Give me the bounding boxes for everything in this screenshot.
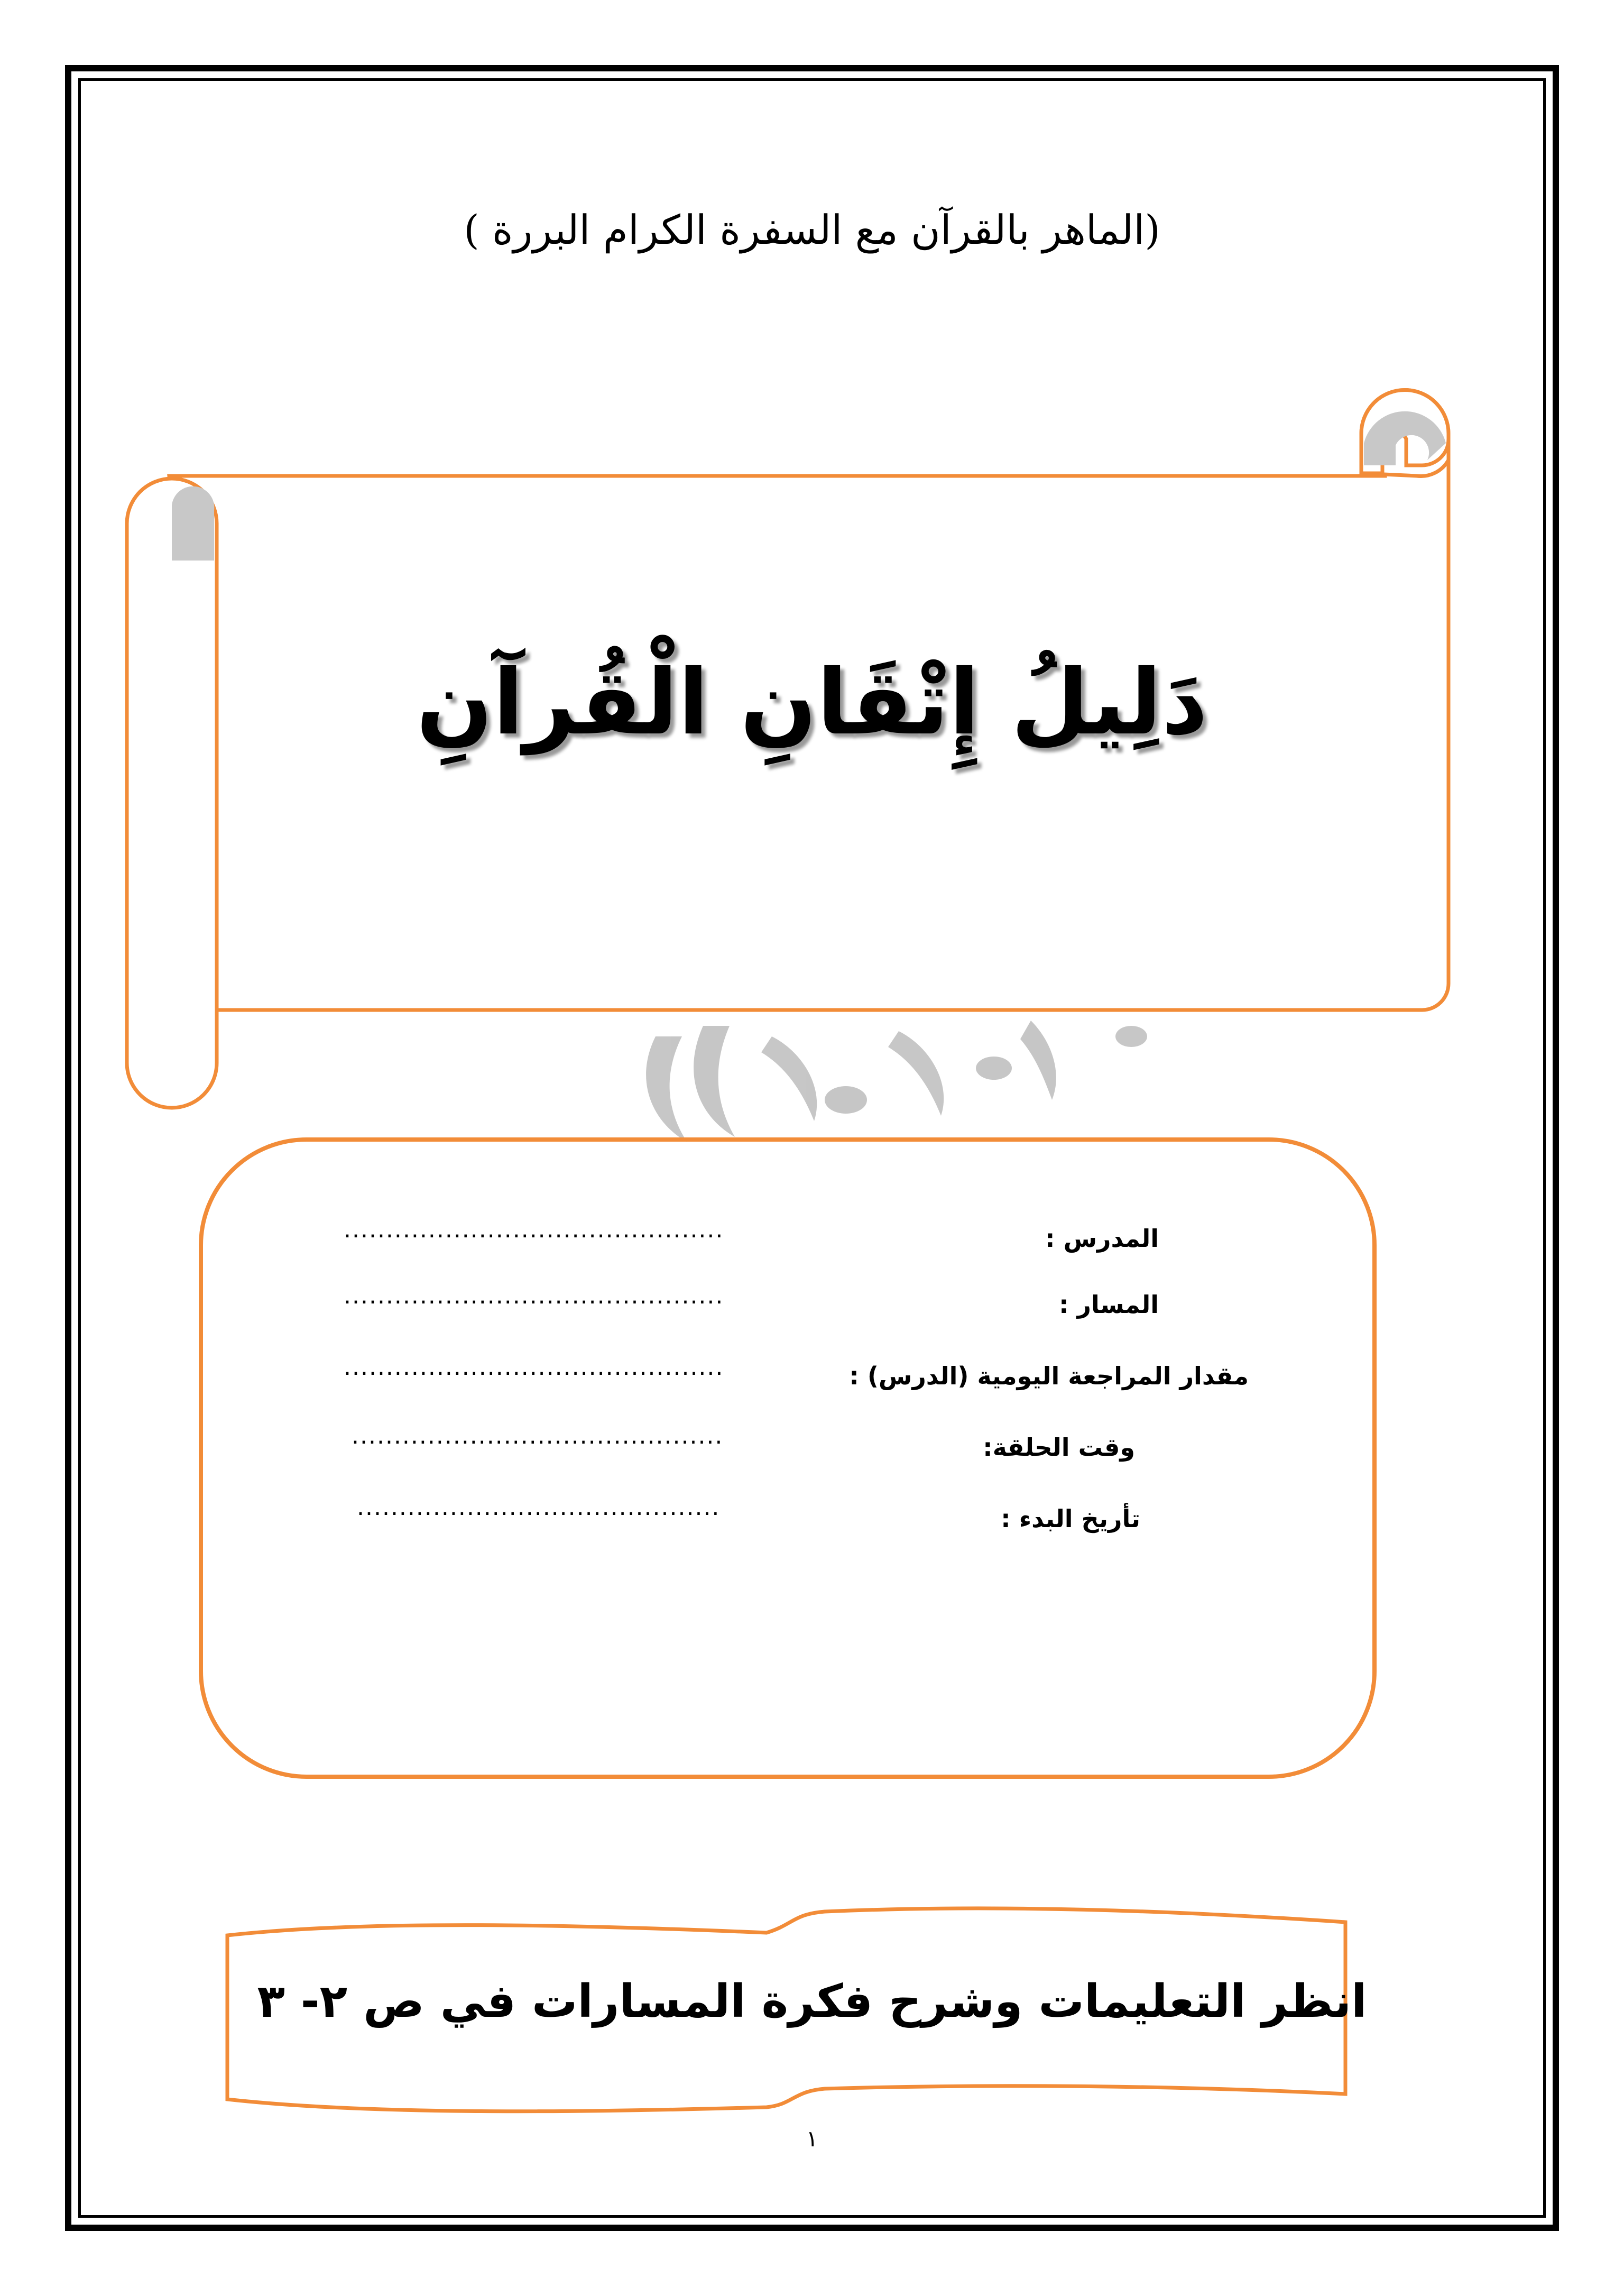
- session-time-field[interactable]: ............................................: [352, 1422, 724, 1449]
- teacher-label: المدرس :: [1045, 1224, 1159, 1253]
- teacher-field[interactable]: .............................................: [344, 1216, 724, 1243]
- daily-review-label: مقدار المراجعة اليومية (الدرس) :: [849, 1362, 1249, 1390]
- instructions-note: انظر التعليمات وشرح فكرة المسارات في ص ٢- ٣: [257, 1975, 1367, 2028]
- scroll-curl-shadow-left: [172, 486, 214, 561]
- header-verse: (الماهر بالقرآن مع السفرة الكرام البررة ): [464, 206, 1160, 253]
- session-time-label: وقت الحلقة:: [983, 1433, 1135, 1462]
- start-date-label: تأريخ البدء :: [1001, 1504, 1140, 1533]
- page-number: ١: [806, 2126, 818, 2152]
- calligraphy-watermark: [646, 1021, 1147, 1142]
- track-field[interactable]: .............................................: [344, 1282, 724, 1309]
- daily-review-field[interactable]: .............................................: [344, 1354, 724, 1381]
- start-date-field[interactable]: ...........................................: [357, 1494, 721, 1521]
- page-title: دَلِيلُ إِتْقَانِ الْقُرآنِ: [416, 650, 1208, 755]
- track-label: المسار :: [1059, 1290, 1159, 1319]
